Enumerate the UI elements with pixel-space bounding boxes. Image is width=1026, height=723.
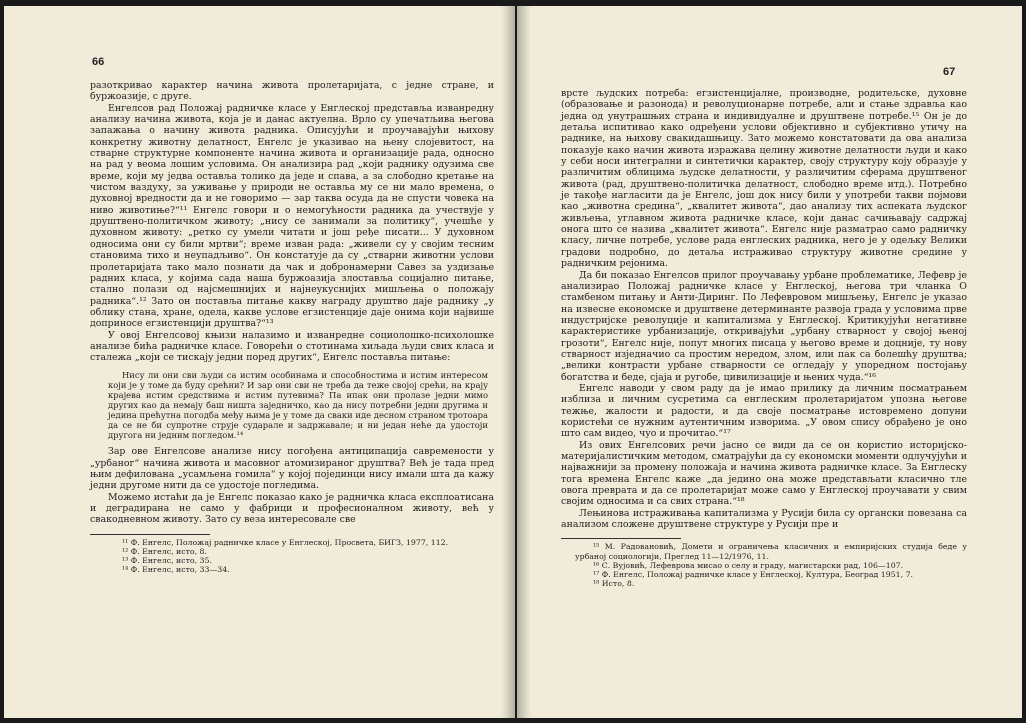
paragraph: Енгелсов рад Положај радничке класе у Енглеској представља изванредну анализу начина живота, која је и данас актуелна. Врло су упечатљива његова запажања о начину живота радника. Описујући и проучавајући њихову конкретну животну делатност, Енгелс је указивао на њену слојевитост, на стварне структурне компоненте начина живота и организације рада, односно на рад у веома лошим условима. Он анализира рад „који раднику одузима све време, који му једва оставља толико да једе и спава, а за слободно кретање на чистом ваздуху, за уживање у природи не оставља му се ни мало времена, о духовној вредности да и не говоримо — зар таква осуда да не спусти човека на ниво животиње?“¹¹ Енгелс говори и о немогућности радника да учествује у друштвено-политичком животу; „нису се занимали за политику“, учешће у духовном животу: „ретко су умели читати и још ређе писати... У духовном односима они су били мртви“; време изван рада: „живели су у својим тесним становима тихо и неупадљиво“. Он констатује да су „стварни животни услови пролетаријата тако мало познати да чак и добронамерни Савез за уздизање радних класа, у којима сада наша буржоазија злоставља социјално питање, стално полази од најсмешнијих и најнеукуснијих мишљења о положају радника“.¹² Зато он поставља питање какву награду друштво даје раднику „у облику стана, хране, одела, какве услове егзистенције даје онима који највише доприносе егзистенцији друштва?“¹³ xyxy=(90,102,494,330)
paragraph: У овој Енгелсовој књизи налазимо и изванредне социолошко-психолошке анализе бића радничке класе. Говорећи о стотинама хиљада људи свих класа и сталежа „који се тискају једни поред других“, Енгелс поставља питање: xyxy=(90,329,494,364)
right-page xyxy=(517,6,1022,718)
paragraph: Зар ове Енгелсове анализе нису погођена антиципација савремености у „урбаног“ начина живота и масовног атомизираног друштва? Већ је тада пред њим дефилована „усамљена гомила“ у којој појединци нису имали шта да кажу једни другоме нити да се удостоје погледима. xyxy=(90,446,494,492)
footnote: ¹⁷ Ф. Енгелс, Положај радничке класе у Енглеској, Култура, Београд 1951, 7. xyxy=(593,570,914,580)
gutter-shadow xyxy=(501,6,515,718)
paragraph: Енгелс наводи у свом раду да је имао прилику да личним посматрањем изблиза и личним сусретима са енглеским пролетаријатом упозна његове тежње, жалости и радости, и да своје посматрање истовремено допуни користећи се нужним аутентичним изворима. „У овом спису обрађено је оно што сам видео, чуо и прочитао.“¹⁷ xyxy=(561,382,967,440)
block-quote xyxy=(108,370,488,441)
paragraph: разоткривао карактер начина живота пролетаријата, с једне стране, и буржоазије, с друге. xyxy=(90,80,494,103)
paragraph: Можемо истаћи да је Енгелс показао како је радничка класа експлоатисана и деградирана не само у фабрици и професионалном животу, већ у свакодневном животу. Зато су веза интересовале све xyxy=(90,491,494,526)
footnote: ¹⁸ Исто, 8. xyxy=(593,579,635,589)
quote-text: Нису ли они сви људи са истим особинама и способностима и истим интересом који је у томе да буду срећни? И зар они сви не треба да теже својој срећи, на крају крајева истим средствима и истим путевима? Па ипак они пролазе једни мимо других као да немају баш ништа заједничко, као да нису потребни једни другима и једина прећутна погодба међу њима је у томе да сваки иде десном страном тротоара да се не би супротне струје сударале и задржавале; и ни један неће да удостоји другога ни једним погледом.¹⁴ xyxy=(108,369,488,441)
footnote: ¹³ Ф. Енгелс, исто, 35. xyxy=(122,556,212,566)
right-body xyxy=(561,88,967,588)
footnote: ¹⁵ М. Радовановић, Домети и ограничења класичних и емпиријских студија беде у урбаној социологији, Преглед 11—12/1976, 11. xyxy=(575,542,967,561)
paragraph: Да би показао Енгелсов прилог проучавању урбане проблематике, Лефевр је анализирао Положај радничке класе у Енглеској, његова три чланка О стамбеном питању и Анти-Диринг. По Лефевровом мишљењу, Енгелс је указао на извесне економске и друштвене детерминанте развоја града у условима прве индустријске револуције и капитализма у Енглеској. Критикујући негативне карактеристике урбанизације, откривајући „урбану стварност у својој њеној грозоти“, Енгелс није, попут многих писаца у његово време и доцније, ту нову стварност изједначио са простим нередом, злом, или пак са болешћу друштва; „велики контрасти урбане стварности се огледају у упоредном постојању богатства и беде, сјаја и ругобе, цивилизације и њених чуда.“¹⁶ xyxy=(561,269,967,383)
paragraph: Лењинова истраживања капитализма у Русији била су органски повезана са анализом сложене друштвене структуре у Русији пре и xyxy=(561,507,967,531)
paragraph: Из ових Енгелсових речи јасно се види да се он користио историјско-материјалистичким методом, сматрајући да су економски моменти одлучујући и најважнији за промену положаја и начина живота радничке класе. За Енглеску тога времена Енгелс каже „да једино она може представљати класично тле овога преврата и да се пролетаријат може само у Енглеској проучавати у свим својим односима и са свих страна.“¹⁸ xyxy=(561,439,967,508)
footnote: ¹² Ф. Енгелс, исто, 8. xyxy=(122,546,207,556)
page-number: 66 xyxy=(92,56,105,68)
footnote-rule xyxy=(90,534,210,535)
footnote: ¹¹ Ф. Енгелс, Положај радничке класе у Енглеској, Просвета, БИГЗ, 1977, 112. xyxy=(122,537,449,547)
paragraph: врсте људских потреба: егзистенцијалне, производне, родитељске, духовне (образовање и разонода) и револуционарне потребе, али и стање здравља као једна од унутрашњих страна и индивидуалне и друштвене потребе.¹⁵ Он је до детаља испитивао како одређени услови објективно и субјективно утичу на раднике, на њихову свакидашњицу. Зато можемо констатовати да ова анализа показује како начин живота изражава целину животне делатности људи и како у себи носи интегрални и синтетички карактер, своју структуру коју образује у различитим облицима људске делатности, у различитим сферама друштвеног живота (рад, друштвено-политичка делатност, слободно време итд.). Потребно је такође нагласити да је Енгелс, још док нису били у употреби такви појмови као „животна средина“, „квалитет живота“, дао анализу тих аспеката људског живљења, углавном живота радничке класе, који данас сачињавају садржај онога што се назива „квалитет живота“. Енгелс није разматрао само радничку класу, личне потребе, услове рада енглеских радника, него је у одељку Велики градови подробно, до детаља истраживао структуру животне средине у радничким рејонима. xyxy=(561,88,967,270)
footnote: ¹⁴ Ф. Енгелс, исто, 33—34. xyxy=(122,565,230,575)
page-number: 67 xyxy=(943,66,956,78)
left-body xyxy=(90,80,494,574)
gutter-shadow xyxy=(517,6,531,718)
footnote: ¹⁶ С. Вујовић, Лефеврова мисао о селу и граду, магистарски рад, 106—107. xyxy=(593,560,904,570)
footnote-rule xyxy=(561,538,681,539)
left-page xyxy=(4,6,515,718)
